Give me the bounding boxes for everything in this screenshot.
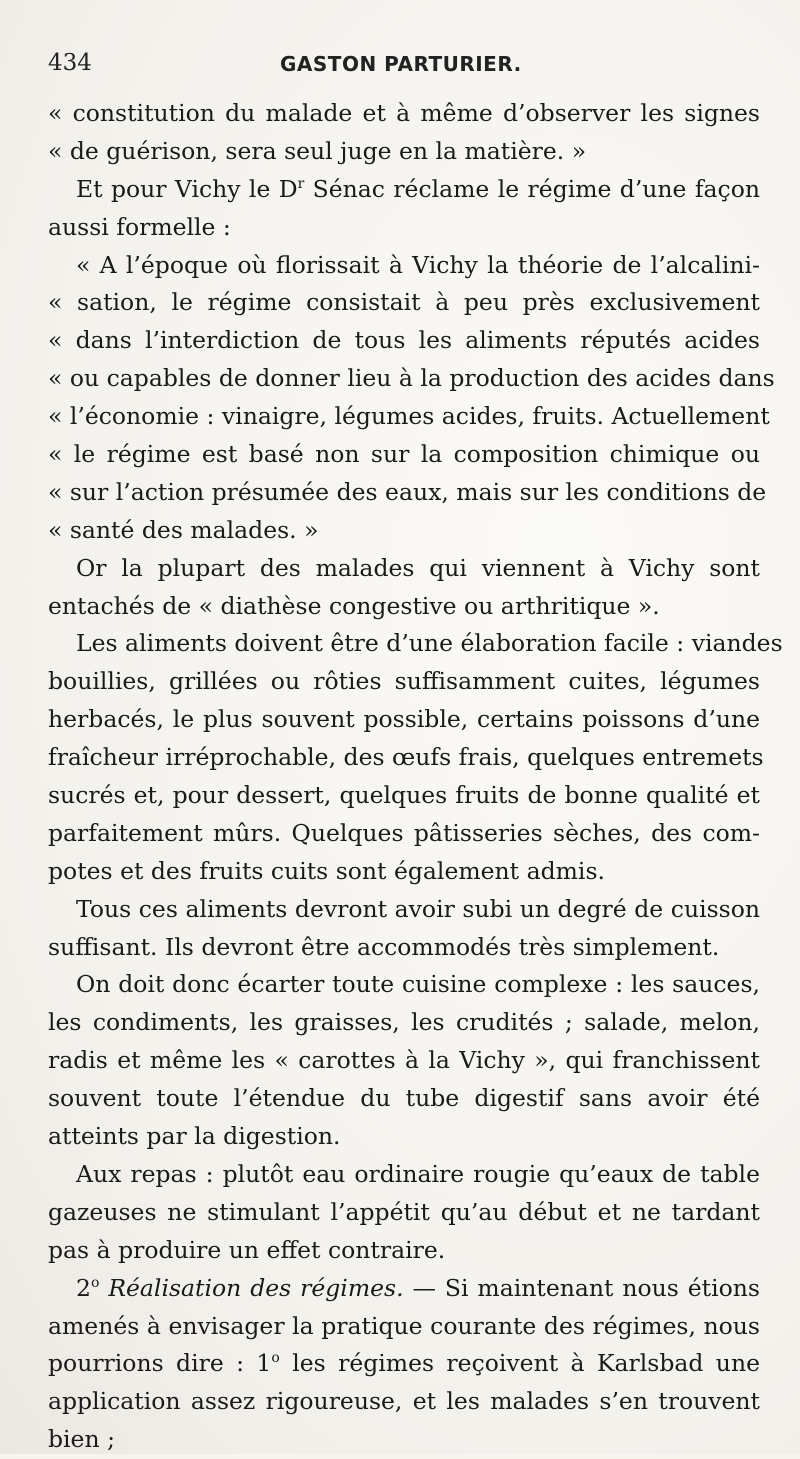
text-line: « ou capables de donner lieu à la production des acides dans xyxy=(48,364,775,393)
text-line: application assez rigoureuse, et les malades s’en trouvent xyxy=(48,1387,760,1416)
superscript: o xyxy=(271,1350,280,1367)
text-line: On doit donc écarter toute cuisine complexe : les sauces, xyxy=(76,970,760,999)
text-span: — Si maintenant nous étions xyxy=(403,1273,760,1302)
text-line: aussi formelle : xyxy=(48,212,231,241)
superscript: r xyxy=(297,175,305,192)
superscript: o xyxy=(90,1274,100,1291)
text-span: Sénac réclame le régime d’une façon xyxy=(304,174,760,203)
page-header xyxy=(48,50,760,90)
text-line: amenés à envisager la pratique courante des régimes, nous xyxy=(48,1311,760,1340)
text-span: pourrions dire : 1 xyxy=(48,1349,272,1378)
text-line: « le régime est basé non sur la composition chimique ou xyxy=(48,440,760,469)
text-line: « sur l’action présumée des eaux, mais sur les conditions de xyxy=(48,477,767,506)
text-line: « l’économie : vinaigre, légumes acides, fruits. Actuellement xyxy=(48,402,770,431)
text-line: suffisant. Ils devront être accommodés très simplement. xyxy=(48,932,720,961)
text-span: 2 xyxy=(76,1273,91,1302)
text-line xyxy=(48,171,760,209)
text-line: gazeuses ne stimulant l’appétit qu’au début et ne tardant xyxy=(48,1197,760,1226)
text-line: « dans l’interdiction de tous les aliments réputés acides xyxy=(48,326,760,355)
text-line: Les aliments doivent être d’une élaboration facile : viandes xyxy=(76,629,783,658)
running-head: GASTON PARTURIER. xyxy=(280,52,522,76)
text-line: parfaitement mûrs. Quelques pâtisseries sèches, des com- xyxy=(48,818,760,847)
text-line: « sation, le régime consistait à peu près exclusivement xyxy=(48,288,760,317)
text-span: Et pour Vichy le D xyxy=(76,174,298,203)
text-line: bouillies, grillées ou rôties suffisamment cuites, légumes xyxy=(48,667,760,696)
text-line: souvent toute l’étendue du tube digestif sans avoir été xyxy=(48,1084,760,1113)
text-line: « A l’époque où florissait à Vichy la théorie de l’alcalini- xyxy=(76,250,760,279)
text-line: potes et des fruits cuits sont également admis. xyxy=(48,856,605,885)
section-title: Réalisation des régimes. xyxy=(108,1273,404,1302)
text-line: les condiments, les graisses, les crudités ; salade, melon, xyxy=(48,1008,760,1037)
text-line: radis et même les « carottes à la Vichy », qui franchissent xyxy=(48,1046,760,1075)
text-line: « santé des malades. » xyxy=(48,515,319,544)
body-text xyxy=(48,95,783,1459)
text-line: bien ; xyxy=(48,1425,115,1454)
text-line: entachés de « diathèse congestive ou arthritique ». xyxy=(48,591,660,620)
text-line: sucrés et, pour dessert, quelques fruits de bonne qualité et xyxy=(48,781,760,810)
text-line xyxy=(48,1270,760,1308)
text-line: « constitution du malade et à même d’observer les signes xyxy=(48,99,760,127)
text-line: Tous ces aliments devront avoir subi un degré de cuisson xyxy=(76,894,760,923)
text-line: Aux repas : plutôt eau ordinaire rougie qu’eaux de table xyxy=(76,1159,760,1188)
text-line: pas à produire un effet contraire. xyxy=(48,1235,446,1264)
text-line: fraîcheur irréprochable, des œufs frais, quelques entremets xyxy=(48,743,764,772)
text-span xyxy=(99,1274,108,1302)
text-line: Or la plupart des malades qui viennent à Vichy sont xyxy=(76,553,760,582)
text-span: les régimes reçoivent à Karlsbad une xyxy=(279,1349,760,1378)
text-line xyxy=(48,1345,760,1383)
page-number: 434 xyxy=(48,50,92,76)
text-line: herbacés, le plus souvent possible, certains poissons d’une xyxy=(48,705,760,734)
text-line: atteints par la digestion. xyxy=(48,1122,341,1151)
text-line: « de guérison, sera seul juge en la matière. » xyxy=(48,136,587,165)
